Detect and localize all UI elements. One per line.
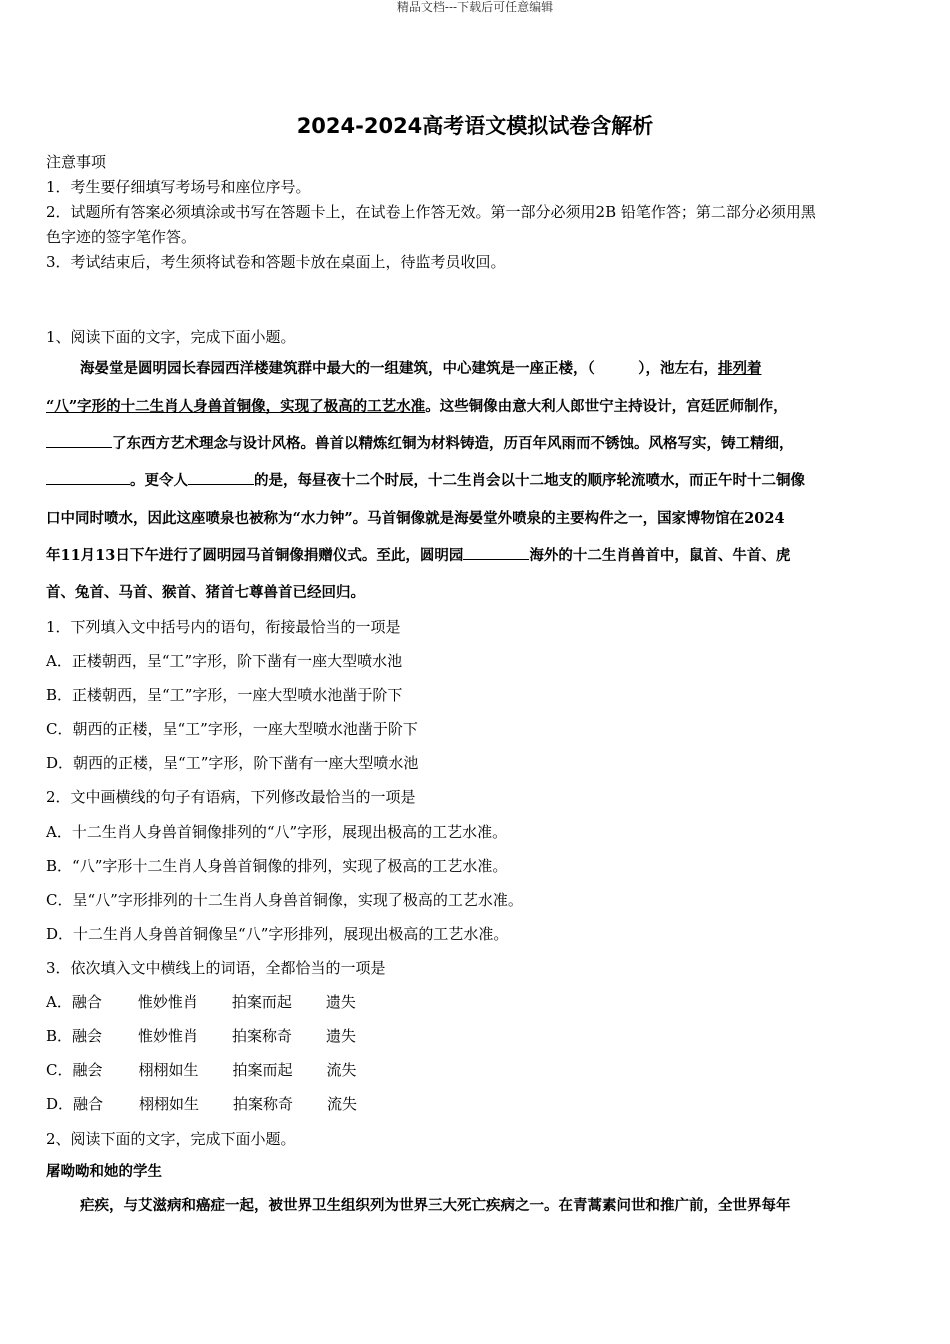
option-word: 栩栩如生: [138, 1061, 199, 1079]
answer-option: B．“八”字形十二生肖人身兽首铜像的排列，实现了极高的工艺水准。: [46, 857, 508, 875]
option-word: 拍案而起: [232, 1061, 293, 1079]
passage-line: [46, 432, 908, 456]
underlined-text: 排列着: [718, 360, 762, 377]
notice-item: 色字迹的签字笔作答。: [46, 228, 197, 246]
option-label: D．: [46, 1095, 74, 1113]
fill-blank: [463, 545, 529, 560]
notice-item: 3．考试结束后，考生须将试卷和答题卡放在桌面上，待监考员收回。: [46, 253, 506, 271]
option-word: 拍案称奇: [232, 1027, 293, 1045]
answer-option: [46, 1092, 908, 1116]
option-word: 流失: [327, 1095, 358, 1113]
section2-intro: 2、阅读下面的文字，完成下面小题。: [46, 1130, 296, 1148]
passage-text: 。这些铜像由意大利人郎世宁主持设计，宫廷匠师制作，: [425, 398, 788, 415]
option-word: 遗失: [326, 1027, 357, 1045]
passage-line: 口中同时喷水，因此这座喷泉也被称为“水力钟”。马首铜像就是海晏堂外喷泉的主要构件之一，国家博物馆在2024: [46, 510, 785, 527]
option-label: C．: [46, 1061, 73, 1079]
answer-option: C．朝西的正楼，呈“工”字形，一座大型喷水池凿于阶下: [46, 720, 418, 738]
passage-line: [46, 469, 908, 493]
passage-line: 首、兔首、马首、猴首、猪首七尊兽首已经回归。: [46, 584, 365, 601]
fill-blank: [46, 470, 130, 485]
option-word: 融会: [72, 1027, 103, 1045]
page-title: 2024-2024高考语文模拟试卷含解析: [296, 114, 654, 138]
option-label: A．: [46, 993, 72, 1011]
option-label: B．: [46, 1027, 73, 1045]
notice-item: 1．考生要仔细填写考场号和座位序号。: [46, 178, 311, 196]
passage-line: [46, 357, 942, 381]
question-stem: 1．下列填入文中括号内的语句，衔接最恰当的一项是: [46, 618, 401, 636]
option-word: 惟妙惟肖: [138, 1027, 199, 1045]
underlined-text: “八”字形的十二生肖人身兽首铜像，实现了极高的工艺水准: [46, 398, 426, 415]
answer-option: B．正楼朝西，呈“工”字形，一座大型喷水池凿于阶下: [46, 686, 403, 704]
fill-blank: [188, 470, 254, 485]
option-word: 拍案称奇: [233, 1095, 294, 1113]
passage-line: [46, 544, 908, 568]
answer-option: C．呈“八”字形排列的十二生肖人身兽首铜像，实现了极高的工艺水准。: [46, 891, 523, 909]
option-word: 遗失: [325, 993, 356, 1011]
passage-text: 海外的十二生肖兽首中，鼠首、牛首、虎: [529, 547, 791, 564]
answer-option: D．十二生肖人身兽首铜像呈“八”字形排列，展现出极高的工艺水准。: [46, 925, 509, 943]
section1-intro: 1、阅读下面的文字，完成下面小题。: [46, 328, 296, 346]
option-word: 惟妙惟肖: [137, 993, 198, 1011]
passage-line: 疟疾，与艾滋病和癌症一起，被世界卫生组织列为世界三大死亡疾病之一。在青蒿素问世和推广前，全世界每年: [80, 1197, 791, 1214]
passage-text: 年11月13日下午进行了圆明园马首铜像捐赠仪式。至此，圆明园: [46, 547, 464, 564]
answer-option: D．朝西的正楼，呈“工”字形，阶下凿有一座大型喷水池: [46, 754, 419, 772]
notice-heading: 注意事项: [46, 153, 107, 171]
passage-text: 的是，每昼夜十二个时辰，十二生肖会以十二地支的顺序轮流喷水，而正午时十二铜像: [254, 472, 805, 489]
passage-text: 海晏堂是圆明园长春园西洋楼建筑群中最大的一组建筑，中心建筑是一座正楼，（ ），池左右，: [80, 360, 718, 377]
passage-line: [46, 395, 908, 419]
answer-option: A．正楼朝西，呈“工”字形，阶下凿有一座大型喷水池: [46, 652, 403, 670]
option-word: 融合: [73, 1095, 104, 1113]
article-title: 屠呦呦和她的学生: [46, 1163, 162, 1180]
question-stem: 3．依次填入文中横线上的词语，全都恰当的一项是: [46, 959, 386, 977]
notice-item: 2．试题所有答案必须填涂或书写在答题卡上，在试卷上作答无效。第一部分必须用2B 铅笔作答；第二部分必须用黑: [46, 203, 816, 221]
option-word: 栩栩如生: [139, 1095, 200, 1113]
answer-option: [46, 990, 908, 1014]
option-word: 融合: [71, 993, 102, 1011]
answer-option: A．十二生肖人身兽首铜像排列的“八”字形，展现出极高的工艺水准。: [46, 823, 508, 841]
option-word: 拍案而起: [231, 993, 292, 1011]
passage-text: 了东西方艺术理念与设计风格。兽首以精炼红铜为材料铸造，历百年风雨而不锈蚀。风格写实，铸工精细，: [112, 435, 794, 452]
option-word: 流失: [326, 1061, 357, 1079]
answer-option: [46, 1024, 908, 1048]
fill-blank: [46, 433, 112, 448]
header-note: 精品文档---下载后可任意编辑: [396, 0, 554, 14]
option-word: 融会: [72, 1061, 103, 1079]
answer-option: [46, 1058, 908, 1082]
question-stem: 2．文中画横线的句子有语病，下列修改最恰当的一项是: [46, 788, 416, 806]
passage-text: 。更令人: [130, 472, 188, 489]
